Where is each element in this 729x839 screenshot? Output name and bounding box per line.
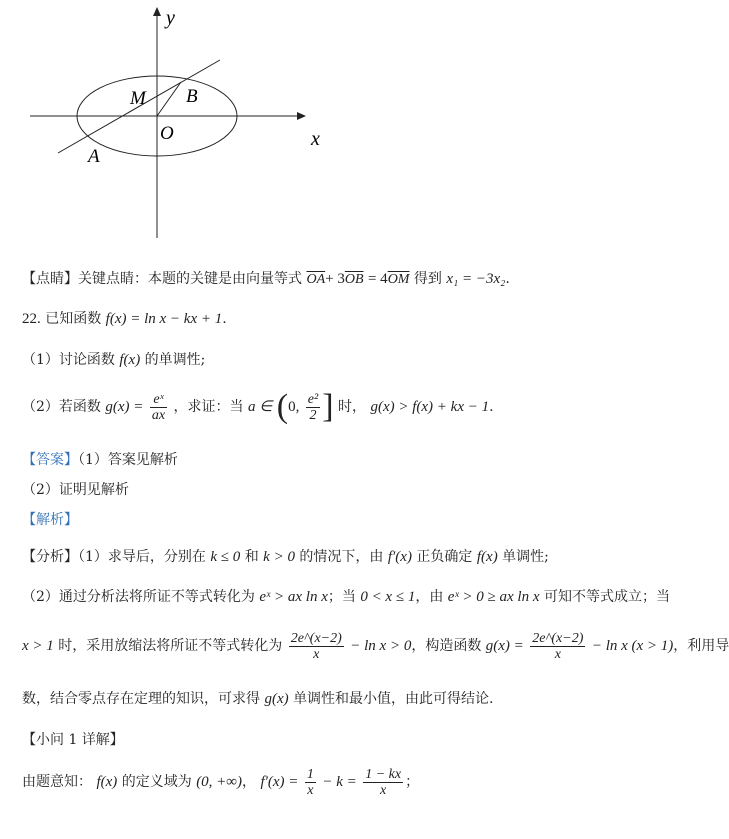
analysis-header: 【解析】 (22, 512, 78, 528)
label-x: x (311, 128, 320, 150)
answer-part1: （1）答案见解析 (78, 452, 178, 468)
para3-t3: ，利用导 (673, 638, 729, 654)
para3-m4: − ln x (x > 1) (591, 638, 674, 654)
last-t1: 由题意知： (22, 774, 92, 790)
vector-OM: $\overline{OM}$ (387, 272, 410, 287)
tip-eq: = 4 (367, 271, 388, 287)
part2-inequality: g(x) > f(x) + kx − 1 (370, 399, 490, 415)
last-m1: f(x) (96, 774, 118, 790)
answer-line (22, 451, 178, 469)
ellipse-figure (0, 0, 350, 245)
para3-m3: g(x) = (485, 638, 524, 654)
label-B: B (186, 86, 198, 107)
vector-OA: $\overline{OA}$ (306, 272, 326, 287)
fraction1-denominator: x (313, 646, 320, 662)
tip-text: 关键点睛：本题的关键是由向量等式 (78, 271, 302, 287)
fenxi-text1: （1）求导后，分别在 (78, 549, 206, 565)
para3-t1: 时，采用放缩法将所证不等式转化为 (58, 638, 283, 654)
fenxi-text2: 的情况下，由 (299, 549, 384, 565)
para2-t2: ；当 (327, 589, 356, 605)
answer-part2: （2）证明见解析 (22, 482, 129, 498)
right-bracket: ] (322, 388, 334, 425)
part1-func: f(x) (119, 352, 141, 368)
g-denominator: ax (151, 407, 166, 423)
para3-fraction2 (530, 631, 585, 662)
last-t2: 的定义域为 (121, 774, 192, 790)
problem-end: . (222, 311, 227, 327)
part1-line (22, 351, 205, 369)
vector-OB: $\overline{OB}$ (344, 272, 364, 287)
fenxi-text4: 单调性; (502, 549, 549, 565)
label-M: M (130, 88, 146, 109)
tip-result: x₁ = −3x₂ (446, 271, 506, 287)
part1-text: 的单调性; (144, 352, 206, 368)
tip-bracket: 【点睛】 (22, 271, 78, 287)
interval-denominator: 2 (309, 407, 317, 423)
para2-t4: 可知不等式成立；当 (543, 589, 670, 605)
para2-m1: eˣ > ax ln x (259, 589, 328, 605)
last-m4: − k = (322, 774, 357, 790)
fenxi-and: 和 (244, 549, 259, 565)
part2-g-lhs: g(x) = (105, 399, 144, 415)
para2-m2: 0 < x ≤ 1 (360, 589, 416, 605)
problem-line (22, 310, 227, 328)
tip-plus: + 3 (325, 271, 345, 287)
sub1-header: 【小问 1 详解】 (22, 732, 124, 748)
interval-left: 0, (288, 399, 300, 415)
label-A: A (88, 146, 100, 167)
problem-function: f(x) = ln x − kx + 1 (105, 311, 223, 327)
g-numerator: eˣ (150, 392, 167, 408)
para3-fraction1 (289, 631, 344, 662)
para4-t1: 数，结合零点存在定理的知识，可求得 (22, 691, 260, 707)
fenxi-bracket: 【分析】 (22, 549, 78, 565)
part2-label: （2）若函数 (22, 399, 101, 415)
last-fraction2-numerator: 1 − kx (365, 766, 402, 782)
para3-line (22, 626, 729, 670)
part1-label: （1）讨论函数 (22, 352, 115, 368)
part2-when: 时， (338, 399, 366, 415)
fenxi-fprime: f′(x) (387, 549, 412, 565)
para3-m1: x > 1 (22, 638, 54, 654)
fraction2-denominator: x (554, 646, 561, 662)
para3-m2: − ln x > 0 (350, 638, 412, 654)
last-line (22, 762, 419, 806)
problem-stem: 已知函数 (45, 311, 102, 327)
fenxi-line (22, 548, 549, 566)
para3-t2: ，构造函数 (411, 638, 482, 654)
para2-t3: ，由 (415, 589, 444, 605)
part2-g-fraction (150, 392, 167, 423)
last-fraction1-numerator: 1 (306, 766, 314, 782)
answer-bracket: 【答案】 (22, 452, 78, 468)
last-end: ； (405, 774, 420, 790)
tip-end: . (505, 271, 510, 287)
para2-m3: eˣ > 0 ≥ ax ln x (447, 589, 540, 605)
part2-end: . (489, 399, 494, 415)
tip-result-prefix: 得到 (413, 271, 442, 287)
part2-line (22, 387, 494, 431)
fenxi-fx: f(x) (476, 549, 498, 565)
segment-OB (157, 82, 181, 116)
last-fraction2-denominator: x (380, 782, 387, 798)
fenxi-k-gt0: k > 0 (263, 549, 295, 565)
problem-number: 22. (22, 311, 41, 327)
para4-line (22, 690, 494, 708)
last-fraction1 (305, 767, 316, 798)
last-t3: ， (242, 774, 256, 790)
label-O: O (160, 123, 174, 144)
para2-line (22, 588, 670, 606)
part2-prove: ，求证：当 (173, 399, 244, 415)
last-fraction2 (363, 767, 403, 798)
fenxi-k-le0: k ≤ 0 (210, 549, 241, 565)
tip-line (22, 270, 510, 289)
part2-a-in: a ∈ (247, 399, 273, 415)
last-fraction1-denominator: x (307, 782, 314, 798)
interval-fraction (306, 392, 320, 423)
para2-t1: （2）通过分析法将所证不等式转化为 (22, 589, 255, 605)
fraction2-numerator: 2e^(x−2) (532, 630, 584, 646)
fraction1-numerator: 2e^(x−2) (290, 630, 342, 646)
answer-part2-line (22, 481, 129, 499)
last-m3: f′(x) = (260, 774, 299, 790)
label-y: y (166, 7, 175, 29)
last-m2: (0, +∞) (196, 774, 242, 790)
left-paren: ( (276, 388, 289, 425)
fenxi-text3: 正负确定 (416, 549, 473, 565)
para4-t2: 单调性和最小值，由此可得结论. (293, 691, 494, 707)
interval-numerator: e² (307, 391, 319, 407)
para4-m1: g(x) (264, 691, 289, 707)
